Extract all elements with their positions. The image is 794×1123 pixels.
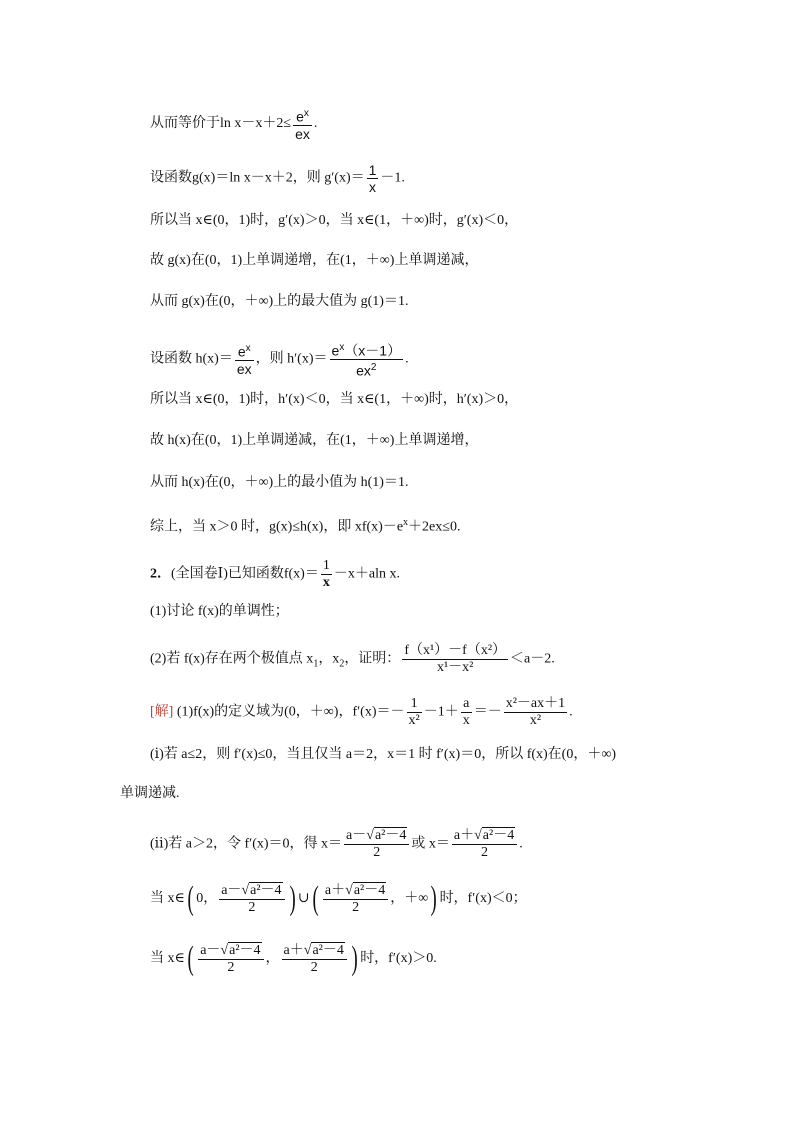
fraction [330,340,404,378]
fraction [504,696,567,729]
text: 从而 g(x)在(0，＋∞)上的最大值为 g(1)＝1. [150,294,409,309]
frac-num: a＋ [453,828,475,843]
radicand: a²－4 [482,828,515,843]
text: ＜a－2. [510,651,555,667]
line-h-min [150,474,408,492]
text: (1)讨论 f(x)的单调性； [150,604,289,619]
text: 当 x∈ [150,891,185,907]
text: ， [265,951,280,967]
text: 0， [196,891,218,907]
text: 从而 h(x)在(0，＋∞)上的最小值为 h(1)＝1. [150,475,409,490]
frac-den: 2 [344,844,409,861]
text: 时，f′(x)＜0； [439,891,527,907]
text: ，证明： [344,651,401,667]
sqrt: √a²－4 [366,828,407,843]
line-g-max [150,293,408,311]
fraction [198,943,263,976]
sqrt: √a²－4 [345,882,386,898]
text: 设函数 [150,170,192,186]
superscript: x [245,343,251,355]
interval-increasing [150,942,437,976]
text: 从而等价于 [150,116,220,132]
fraction [293,106,312,142]
problem-number: 2． [150,566,171,582]
subscript: 1 [313,658,319,670]
frac-num-rest: （x－1） [344,342,402,359]
text: ，＋∞ [390,891,429,907]
frac-num: a＋ [283,942,304,958]
text: ＋2ex≤0. [408,519,461,535]
solution-tag: [解] [150,704,174,720]
frac-num: e [237,343,246,360]
frac-num: e [331,342,340,359]
text: 综上，当 x＞0 时，g(x)≤h(x)，即 xf(x)－e [150,519,404,535]
text: . [313,116,318,132]
superscript: x [303,108,309,119]
frac-num: 1 [368,162,377,178]
text: 所以当 x∈(0，1)时，g′(x)＞0，当 x∈(1，＋∞)时，g′(x)＜0， [150,213,519,228]
problem-source: (全国卷Ⅰ)已知函数 [171,566,284,582]
right-paren: ) [430,880,438,917]
radicand: a²－4 [250,882,282,898]
frac-den: 2 [198,959,263,976]
frac-den: x [462,713,470,728]
text: 故 h(x)在(0，1)上单调递减，在(1，＋∞)上单调递增， [150,433,479,448]
fraction [461,696,472,729]
frac-den: ex [356,362,371,379]
radicand: a²－4 [229,942,261,958]
frac-den: 2 [452,844,517,861]
math-expr: ln x－x＋2≤ [220,116,292,132]
frac-num: a－ [221,882,242,898]
left-paren: ( [312,880,319,917]
solution-part-1 [150,696,573,729]
math-expr: －x＋aln x. [333,566,400,582]
subscript: 2 [339,658,345,670]
fraction [282,943,347,976]
text: . [519,836,523,852]
text: 所以当 x∈(0，1)时，h′(x)＜0，当 x∈(1，＋∞)时，h′(x)＞0， [150,392,519,407]
text: 设函数 h(x)＝ [150,351,233,367]
fraction [321,558,332,591]
left-paren: ( [187,940,194,977]
text: (2)若 f(x)存在两个极值点 x [150,651,314,667]
line-h-sign [150,391,518,409]
part-2-question [150,643,555,676]
fraction [402,643,508,676]
text: . [569,704,573,720]
line-define-h [150,340,409,378]
text: 当 x∈ [150,951,185,967]
line-equivalent [150,106,317,142]
frac-num: e [296,108,304,125]
frac-num: a－ [200,942,221,958]
text: (ⅰ)若 a≤2，则 f′(x)≤0，当且仅当 a＝2，x＝1 时 f′(x)＝0，所以 f(x)在(0，＋∞) [150,747,616,762]
fraction [235,341,254,377]
fraction [219,883,284,916]
text: 故 g(x)在(0，1)上单调递增，在(1，＋∞)上单调递减， [150,253,479,268]
frac-den: x¹－x² [402,659,508,676]
text: (1)f(x)的定义域为(0，＋∞)，f′(x)＝－ [176,704,405,720]
case-i-cont [120,785,180,803]
line-h-monotonic [150,432,478,450]
frac-num: a＋ [324,882,346,898]
problem-2-title [150,558,400,591]
frac-num: a [463,696,470,711]
text: 时，f′(x)＞0. [360,951,437,967]
part-1-question [150,603,289,621]
frac-den: 2 [282,959,347,976]
text: －1. [380,170,405,186]
case-ii [150,828,523,861]
math-expr: g(x)＝ln x－x＋2，则 g′(x)＝ [192,170,365,186]
frac-den: 2 [219,899,284,916]
superscript: x [403,517,409,528]
text: (ⅱ)若 a＞2，令 f′(x)＝0，得 x＝ [150,836,343,852]
sqrt: √a²－4 [474,828,515,843]
frac-den: ex [295,125,310,142]
frac-num: 1 [322,558,330,573]
frac-den: x² [408,713,420,728]
sqrt: √a²－4 [303,942,344,958]
radicand: a²－4 [353,882,386,898]
text: 单调递减. [120,786,180,801]
fraction [407,696,422,729]
sqrt: √a²－4 [241,882,282,898]
text: ，x [318,651,340,667]
fraction [323,883,388,916]
union-symbol: ∪ [297,891,310,907]
fraction [452,828,517,861]
text: . [405,351,409,367]
text: 或 x＝ [411,836,450,852]
frac-den: x² [504,712,567,729]
text: ＝－ [473,704,502,720]
line-g-sign [150,212,518,230]
interval-decreasing [150,882,527,916]
radicand: a²－4 [374,828,407,843]
sqrt: √a²－4 [220,942,261,958]
right-paren: ) [351,940,358,977]
frac-den: 2 [323,899,388,916]
frac-num: a－ [346,828,367,843]
line-g-monotonic [150,252,478,270]
frac-den: ex [236,360,252,377]
text: ，则 h′(x)＝ [255,351,328,367]
superscript: x [339,342,345,353]
frac-den: x [322,575,330,590]
frac-num: 1 [410,696,418,711]
fraction [367,162,379,195]
fraction [344,828,409,861]
frac-num: f（x¹）－f（x²） [404,643,507,658]
frac-num: x²－ax＋1 [505,696,566,711]
text: －1＋ [423,704,459,720]
radicand: a²－4 [312,942,344,958]
line-define-g [150,162,405,195]
left-paren: ( [187,880,194,917]
right-paren: ) [289,880,296,917]
frac-den: x [367,178,379,195]
case-i [150,746,616,764]
superscript: 2 [370,361,377,373]
line-conclusion [150,514,460,537]
math-expr: f(x)＝ [283,566,319,582]
